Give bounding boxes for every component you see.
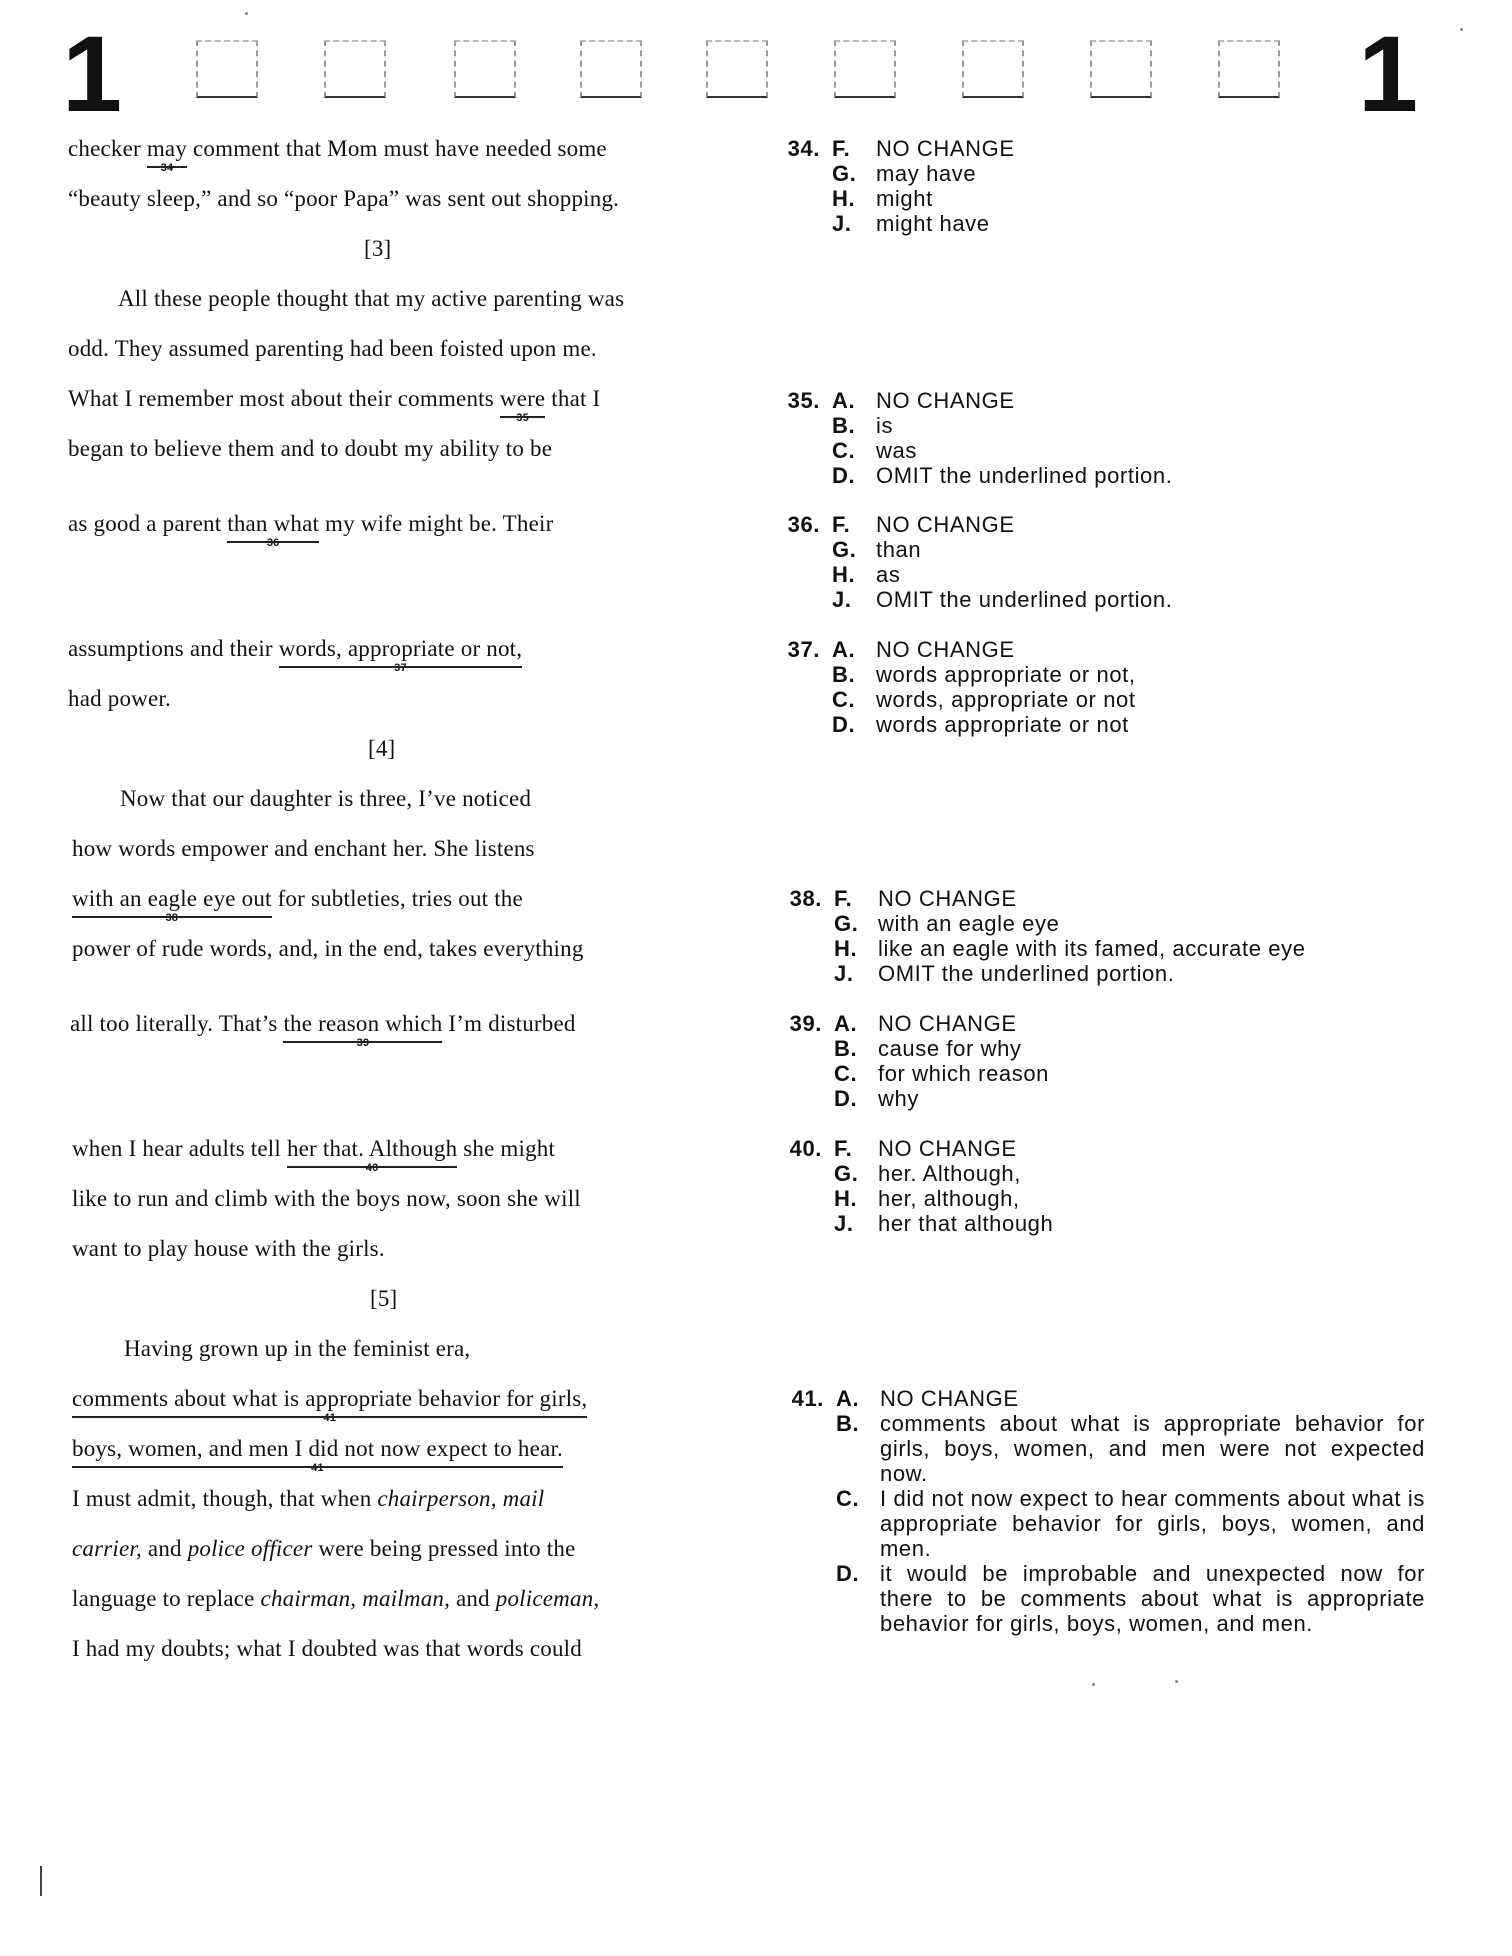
option-letter-c[interactable]: C. (834, 1061, 858, 1086)
paragraph-number-3: [3] (364, 236, 392, 261)
option-text-c[interactable]: for which reason (878, 1061, 1050, 1086)
passage-line: power of rude words, and, in the end, takes everything (72, 936, 584, 961)
passage-line: I must admit, though, that when chairperson, mail (72, 1486, 545, 1511)
question-marker-37: 37 (394, 662, 407, 674)
question-marker-40: 40 (365, 1162, 379, 1174)
passage-line: had power. (68, 686, 171, 711)
option-text-a[interactable]: NO CHANGE (876, 637, 1015, 662)
option-letter-c[interactable]: C. (836, 1486, 860, 1511)
option-letter-b[interactable]: B. (832, 413, 856, 438)
answer-box (1090, 40, 1152, 98)
option-letter-d[interactable]: D. (832, 463, 856, 488)
option-text-c[interactable]: was (876, 438, 917, 463)
option-text-g[interactable]: may have (876, 161, 977, 186)
option-text-d[interactable]: words appropriate or not (876, 712, 1129, 737)
option-letter-j[interactable]: J. (834, 1211, 854, 1236)
option-letter-b[interactable]: B. (832, 662, 856, 687)
passage-line: carrier, and police officer were being pressed into the (72, 1536, 576, 1561)
question-number: 34. (787, 136, 820, 161)
underlined-phrase-41a[interactable]: comments about what is appropriate behavior for girls, 41 (72, 1386, 588, 1424)
scan-speck (1092, 1683, 1095, 1686)
passage-line: with an eagle eye out 38 for subtleties, tries out the (72, 886, 523, 924)
option-letter-f[interactable]: F. (834, 886, 853, 911)
question-marker-41: 41 (323, 1412, 337, 1424)
passage-line: how words empower and enchant her. She listens (72, 836, 535, 861)
passage-line: odd. They assumed parenting had been foisted upon me. (68, 336, 597, 361)
option-text-d[interactable]: it would be improbable and unexpected now for there to be comments about what is appropriate behavior for girls, boys, women, and men. (880, 1561, 1425, 1636)
passage-line: want to play house with the girls. (72, 1236, 385, 1261)
option-text-b[interactable]: words appropriate or not, (876, 662, 1136, 687)
option-text-a[interactable]: NO CHANGE (878, 1011, 1017, 1036)
question-38 (772, 886, 1452, 986)
option-letter-b[interactable]: B. (834, 1036, 858, 1061)
option-letter-a[interactable]: A. (836, 1386, 860, 1411)
question-number: 41. (791, 1386, 824, 1411)
question-34 (770, 136, 1450, 236)
passage-line (72, 1386, 588, 1424)
option-letter-d[interactable]: D. (836, 1561, 860, 1586)
passage-text (68, 0, 708, 1956)
option-letter-h[interactable]: H. (832, 186, 856, 211)
question-number: 38. (789, 886, 822, 911)
option-text-j[interactable]: OMIT the underlined portion. (878, 961, 1175, 986)
option-text-g[interactable]: with an eagle eye (878, 911, 1060, 936)
option-letter-a[interactable]: A. (834, 1011, 858, 1036)
option-text-c[interactable]: I did not now expect to hear comments about what is appropriate behavior for girls, boys, women, and men. (880, 1486, 1425, 1561)
passage-line: all too literally. That’s the reason which 39 I’m disturbed (70, 1011, 576, 1049)
question-39 (772, 1011, 1452, 1111)
underlined-phrase-40[interactable]: her that. Although 40 (286, 1136, 458, 1174)
passage-line: “beauty sleep,” and so “poor Papa” was sent out shopping. (68, 186, 620, 211)
option-letter-f[interactable]: F. (834, 1136, 853, 1161)
option-letter-b[interactable]: B. (836, 1411, 860, 1436)
option-text-h[interactable]: her, although, (878, 1186, 1020, 1211)
underlined-phrase-35[interactable]: were 35 (499, 386, 546, 424)
question-36 (770, 512, 1450, 612)
underlined-phrase-36[interactable]: than what 36 (227, 511, 320, 549)
question-marker-41: 41 (311, 1462, 324, 1474)
option-letter-g[interactable]: G. (834, 1161, 859, 1186)
option-text-f[interactable]: NO CHANGE (878, 886, 1017, 911)
passage-line: Having grown up in the feminist era, (124, 1336, 471, 1361)
question-number: 39. (789, 1011, 822, 1036)
scan-mark (40, 1866, 42, 1896)
option-text-f[interactable]: NO CHANGE (876, 512, 1015, 537)
passage-line: began to believe them and to doubt my ability to be (68, 436, 553, 461)
question-37 (770, 637, 1450, 737)
question-number: 35. (787, 388, 820, 413)
passage-line: when I hear adults tell her that. Although 40 she might (72, 1136, 556, 1174)
option-text-g[interactable]: her. Although, (878, 1161, 1021, 1186)
option-letter-d[interactable]: D. (832, 712, 856, 737)
underlined-phrase-38[interactable]: with an eagle eye out 38 (72, 886, 272, 924)
option-text-h[interactable]: like an eagle with its famed, accurate eye (878, 936, 1306, 961)
underlined-phrase-37[interactable]: words, appropriate or not, 37 (278, 636, 523, 674)
option-letter-g[interactable]: G. (832, 537, 857, 562)
option-text-b[interactable]: comments about what is appropriate behavior for girls, boys, women, and men were not expected now. (880, 1411, 1425, 1486)
question-marker-34: 34 (160, 162, 174, 174)
paragraph-number-4: [4] (368, 736, 396, 761)
option-text-h[interactable]: as (876, 562, 901, 587)
option-letter-f[interactable]: F. (832, 512, 851, 537)
scan-speck (1175, 1680, 1178, 1683)
option-text-d[interactable]: why (878, 1086, 919, 1111)
question-41 (774, 1386, 1454, 1636)
answer-box (962, 40, 1024, 98)
option-text-f[interactable]: NO CHANGE (878, 1136, 1017, 1161)
passage-line: assumptions and their words, appropriate or not, 37 (68, 636, 523, 674)
underlined-phrase-41b[interactable]: boys, women, and men I did not now expect to hear. 41 (72, 1436, 563, 1474)
passage-line: What I remember most about their comments were 35 that I (68, 386, 601, 424)
option-letter-c[interactable]: C. (832, 687, 856, 712)
section-number-left: 1 (62, 13, 123, 134)
option-letter-a[interactable]: A. (832, 637, 856, 662)
option-text-a[interactable]: NO CHANGE (876, 388, 1015, 413)
option-letter-j[interactable]: J. (832, 211, 852, 236)
answer-box (1218, 40, 1280, 98)
passage-line: checker may 34 comment that Mom must have needed some (68, 136, 607, 174)
question-marker-36: 36 (266, 537, 280, 549)
option-text-a[interactable]: NO CHANGE (880, 1386, 1019, 1411)
option-letter-a[interactable]: A. (832, 388, 856, 413)
question-number: 40. (789, 1136, 822, 1161)
option-letter-g[interactable]: G. (834, 911, 859, 936)
option-text-d[interactable]: OMIT the underlined portion. (876, 463, 1173, 488)
question-35 (770, 388, 1450, 488)
option-letter-h[interactable]: H. (834, 936, 858, 961)
underlined-phrase-34[interactable]: may 34 (146, 136, 188, 174)
scan-speck (1460, 28, 1463, 31)
passage-line: language to replace chairman, mailman, and policeman, (72, 1586, 600, 1611)
option-text-b[interactable]: cause for why (878, 1036, 1022, 1061)
option-letter-h[interactable]: H. (832, 562, 856, 587)
option-text-h[interactable]: might (876, 186, 933, 211)
answer-box (706, 40, 768, 98)
option-letter-h[interactable]: H. (834, 1186, 858, 1211)
answer-box (834, 40, 896, 98)
scan-speck (245, 12, 248, 15)
passage-line: Now that our daughter is three, I’ve noticed (120, 786, 532, 811)
passage-line: I had my doubts; what I doubted was that words could (72, 1636, 582, 1661)
option-text-c[interactable]: words, appropriate or not (876, 687, 1136, 712)
option-letter-c[interactable]: C. (832, 438, 856, 463)
option-letter-j[interactable]: J. (832, 587, 852, 612)
option-letter-g[interactable]: G. (832, 161, 857, 186)
question-marker-38: 38 (165, 912, 179, 924)
option-text-g[interactable]: than (876, 537, 922, 562)
passage-line: as good a parent than what 36 my wife might be. Their (68, 511, 554, 549)
question-marker-39: 39 (356, 1037, 370, 1049)
option-text-j[interactable]: her that although (878, 1211, 1054, 1236)
question-number: 36. (787, 512, 820, 537)
option-letter-j[interactable]: J. (834, 961, 854, 986)
passage-line (72, 1436, 563, 1474)
option-text-b[interactable]: is (876, 413, 894, 438)
paragraph-number-5: [5] (370, 1286, 398, 1311)
underlined-phrase-39[interactable]: the reason which 39 (283, 1011, 443, 1049)
section-number-right: 1 (1358, 13, 1419, 134)
option-text-j[interactable]: might have (876, 211, 990, 236)
question-40 (772, 1136, 1452, 1236)
passage-line: All these people thought that my active parenting was (118, 286, 625, 311)
question-marker-35: 35 (516, 412, 529, 424)
option-letter-f[interactable]: F. (832, 136, 851, 161)
passage-line: like to run and climb with the boys now, soon she will (72, 1186, 581, 1211)
option-text-f[interactable]: NO CHANGE (876, 136, 1015, 161)
option-letter-d[interactable]: D. (834, 1086, 858, 1111)
question-number: 37. (787, 637, 820, 662)
option-text-j[interactable]: OMIT the underlined portion. (876, 587, 1173, 612)
